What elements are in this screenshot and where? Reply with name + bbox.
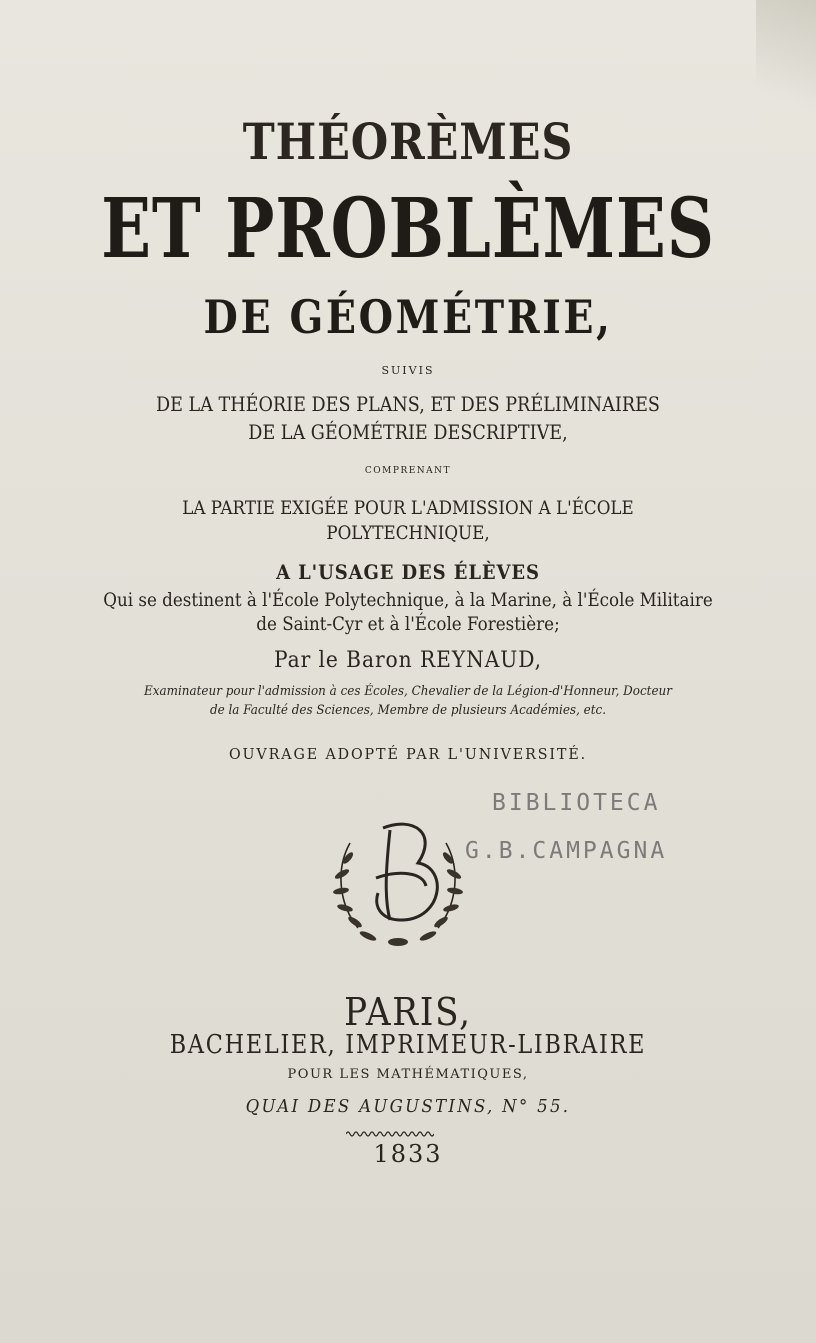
author-credentials-line-2: de la Faculté des Sciences, Membre de plusieurs Académies, etc. [209,703,607,718]
library-stamp-line-2: G.B.CAMPAGNA [465,838,668,864]
publisher-name: BACHELIER, IMPRIMEUR-LIBRAIRE [169,1030,647,1060]
author-credentials-line-1: Examinateur pour l'admission à ces Écoles, Chevalier de la Légion-d'Honneur, Docteur [144,684,672,699]
audience-line-2: de Saint-Cyr et à l'École Forestière; [256,613,560,635]
library-stamp-line-1: BIBLIOTECA [492,790,661,816]
publisher-specialty: POUR LES MATHÉMATIQUES, [287,1067,529,1082]
title-line-3: DE GÉOMÉTRIE, [203,290,613,344]
page-corner-shadow [756,0,816,140]
suivis-label: SUIVIS [381,364,435,377]
audience-line-1: Qui se destinent à l'École Polytechnique, à la Marine, à l'École Militaire [103,589,713,611]
author-byline: Par le Baron REYNAUD, [273,648,543,673]
subtitle-theorie-line-2: DE LA GÉOMÉTRIE DESCRIPTIVE, [248,420,568,444]
title-line-2: ET PROBLÈMES [101,181,715,277]
publisher-address: QUAI DES AUGUSTINS, N° 55. [245,1096,571,1117]
publisher-city: PARIS, [344,990,472,1034]
adoption-note: OUVRAGE ADOPTÉ PAR L'UNIVERSITÉ. [228,745,588,763]
title-line-1: THÉORÈMES [242,112,574,171]
subtitle-partie-line-2: POLYTECHNIQUE, [326,522,490,544]
subtitle-theorie-line-1: DE LA THÉORIE DES PLANS, ET DES PRÉLIMINAIRES [156,392,660,416]
publication-year: 1833 [373,1140,443,1168]
subtitle-partie-line-1: LA PARTIE EXIGÉE POUR L'ADMISSION A L'ÉCOLE [182,497,634,519]
comprenant-label: COMPRENANT [364,466,452,476]
usage-heading: A L'USAGE DES ÉLÈVES [276,560,540,584]
publisher-monogram-emblem [328,808,468,956]
ornament-rule [346,1130,434,1138]
